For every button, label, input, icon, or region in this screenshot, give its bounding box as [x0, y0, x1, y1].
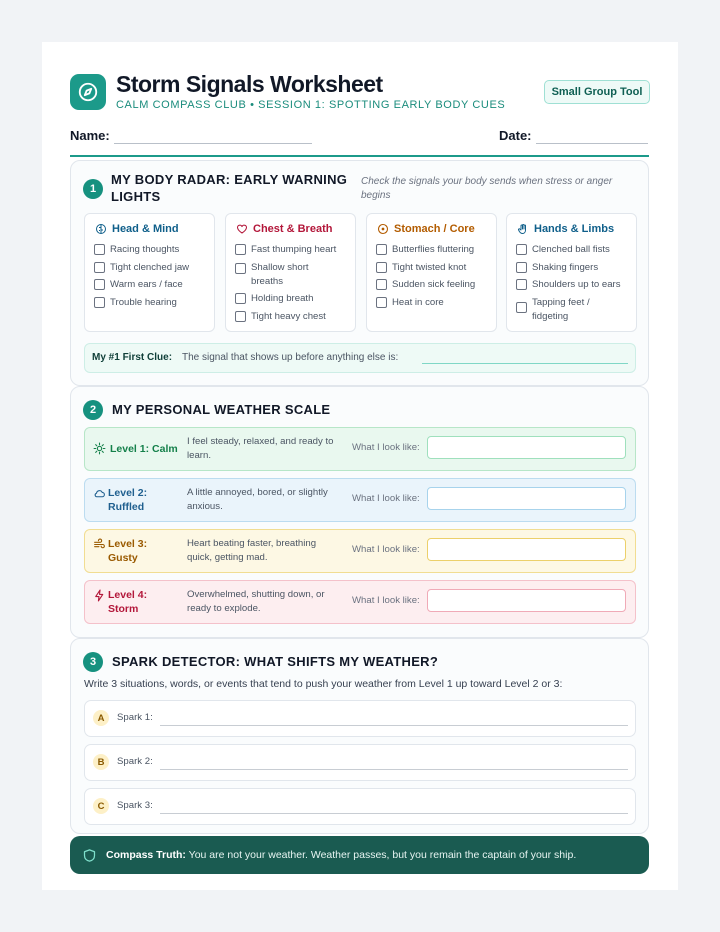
checklist-label: Warm ears / face — [110, 279, 183, 290]
lightning-icon — [93, 589, 106, 602]
checklist-item[interactable] — [235, 310, 326, 324]
compass-truth-text — [106, 849, 576, 861]
look-input[interactable] — [427, 436, 626, 459]
checklist-label: Tapping feet / fidgeting — [532, 297, 590, 322]
column-title: Stomach / Core — [394, 223, 475, 235]
checklist-label: Sudden sick feeling — [392, 279, 476, 290]
checklist-item[interactable] — [94, 243, 179, 257]
checklist-item[interactable] — [94, 278, 183, 292]
body-radar-section — [70, 160, 649, 386]
checklist-item[interactable] — [235, 292, 313, 306]
spark-badge: B — [93, 754, 109, 770]
signal-column-hands — [506, 213, 637, 332]
name-field[interactable] — [114, 143, 312, 144]
compass-truth-label: Compass Truth: — [106, 849, 186, 861]
checklist-label: Tight twisted knot — [392, 262, 467, 273]
weather-level-ruffled — [84, 478, 636, 522]
level-name: Level 3: Gusty — [108, 538, 148, 564]
first-clue-label: My #1 First Clue: — [92, 352, 173, 363]
checkbox[interactable] — [516, 244, 527, 255]
checklist-label: Butterflies fluttering — [392, 244, 475, 255]
checklist-item[interactable] — [516, 243, 610, 257]
checkbox[interactable] — [94, 279, 105, 290]
spark-label: Spark 3: — [117, 800, 153, 811]
spark-badge: C — [93, 798, 109, 814]
level-description: Heart beating faster, breathing quick, getting mad. — [187, 538, 317, 563]
heart-icon — [236, 223, 248, 235]
level-name: Level 2: Ruffled — [108, 487, 148, 513]
level-name: Level 4: Storm — [108, 589, 148, 615]
spark-label: Spark 2: — [117, 756, 153, 767]
spark-row — [84, 788, 636, 825]
checklist-item[interactable] — [516, 296, 628, 323]
checklist-item[interactable] — [235, 243, 336, 257]
checklist-item[interactable] — [516, 278, 621, 292]
look-label: What I look like: — [352, 442, 420, 453]
checklist-label: Shaking fingers — [532, 262, 599, 273]
checklist-label: Shoulders up to ears — [532, 279, 621, 290]
checkbox[interactable] — [376, 244, 387, 255]
level-description: A little annoyed, bored, or slightly anxious. — [187, 487, 328, 512]
checklist-label: Racing thoughts — [110, 244, 180, 255]
column-title: Hands & Limbs — [534, 223, 615, 235]
checkbox[interactable] — [376, 297, 387, 308]
checklist-label: Trouble hearing — [110, 297, 177, 308]
checkbox[interactable] — [516, 262, 527, 273]
look-label: What I look like: — [352, 595, 420, 606]
page-title: Storm Signals Worksheet — [116, 71, 383, 97]
date-label: Date: — [499, 128, 532, 143]
spark-field[interactable] — [160, 769, 628, 770]
spark-field[interactable] — [160, 725, 628, 726]
signal-column-head — [84, 213, 215, 332]
level-description: I feel steady, relaxed, and ready to learn. — [187, 436, 334, 461]
brain-icon — [95, 223, 107, 235]
checklist-item[interactable] — [376, 278, 475, 292]
checklist-label: Shallow short breaths — [251, 262, 309, 287]
checklist-label: Tight heavy chest — [251, 311, 326, 322]
checkbox[interactable] — [94, 262, 105, 273]
column-title: Chest & Breath — [253, 223, 333, 235]
checklist-item[interactable] — [94, 296, 177, 310]
column-title: Head & Mind — [112, 223, 179, 235]
signal-column-chest — [225, 213, 356, 332]
section-title: MY PERSONAL WEATHER SCALE — [112, 402, 331, 417]
checkbox[interactable] — [516, 302, 527, 313]
checklist-item[interactable] — [376, 261, 466, 275]
spark-field[interactable] — [160, 813, 628, 814]
first-clue-field[interactable] — [422, 363, 628, 364]
hand-icon — [517, 223, 529, 235]
section-title: SPARK DETECTOR: WHAT SHIFTS MY WEATHER? — [112, 654, 439, 669]
spark-row — [84, 744, 636, 781]
checklist-label: Tight clenched jaw — [110, 262, 190, 273]
spark-badge: A — [93, 710, 109, 726]
look-label: What I look like: — [352, 544, 420, 555]
page-subtitle: CALM COMPASS CLUB • SESSION 1: SPOTTING EARLY BODY CUES — [116, 99, 506, 111]
checkbox[interactable] — [94, 244, 105, 255]
checklist-item[interactable] — [516, 261, 598, 275]
checklist-label: Fast thumping heart — [251, 244, 337, 255]
header-divider — [70, 155, 649, 157]
compass-truth-message: You are not your weather. Weather passes, but you remain the captain of your ship. — [188, 849, 577, 861]
checklist-item[interactable] — [376, 296, 444, 310]
level-name: Level 1: Calm — [110, 443, 178, 455]
checklist-label: Holding breath — [251, 293, 314, 304]
section-number: 1 — [83, 179, 103, 199]
checkbox[interactable] — [235, 293, 246, 304]
first-clue-prompt: The signal that shows up before anything else is: — [182, 352, 399, 363]
weather-scale-section — [70, 386, 649, 638]
checklist-item[interactable] — [235, 261, 343, 288]
first-clue-box — [84, 343, 636, 373]
section-number: 3 — [83, 652, 103, 672]
look-input[interactable] — [427, 538, 626, 561]
worksheet-page — [42, 42, 678, 890]
weather-level-storm — [84, 580, 636, 624]
weather-level-calm — [84, 427, 636, 471]
look-input[interactable] — [427, 487, 626, 510]
checkbox[interactable] — [235, 244, 246, 255]
spark-row — [84, 700, 636, 737]
signal-column-stomach — [366, 213, 497, 332]
sun-icon — [93, 442, 106, 455]
checklist-label: Heat in core — [392, 297, 444, 308]
section-instructions: Write 3 situations, words, or events that tend to push your weather from Level 1 up toward Level 2 or 3: — [84, 678, 563, 690]
compass-truth-banner — [70, 836, 649, 874]
target-icon — [377, 223, 389, 235]
spark-detector-section — [70, 638, 649, 834]
section-number: 2 — [83, 400, 103, 420]
name-label: Name: — [70, 128, 110, 143]
compass-icon — [70, 74, 106, 110]
level-description: Overwhelmed, shutting down, or ready to explode. — [187, 589, 325, 614]
look-label: What I look like: — [352, 493, 420, 504]
checkbox[interactable] — [516, 279, 527, 290]
wind-icon — [93, 538, 106, 551]
tool-tag: Small Group Tool — [544, 80, 650, 104]
spark-label: Spark 1: — [117, 712, 153, 723]
look-input[interactable] — [427, 589, 626, 612]
checkbox[interactable] — [376, 279, 387, 290]
checkbox[interactable] — [235, 263, 246, 274]
section-hint: Check the signals your body sends when stress or anger begins — [361, 176, 613, 201]
checklist-item[interactable] — [94, 261, 189, 275]
checklist-label: Clenched ball fists — [532, 244, 610, 255]
section-title: MY BODY RADAR: EARLY WARNING LIGHTS — [111, 172, 348, 204]
checkbox[interactable] — [235, 311, 246, 322]
checkbox[interactable] — [376, 262, 387, 273]
cloud-icon — [93, 487, 106, 500]
weather-level-gusty — [84, 529, 636, 573]
checklist-item[interactable] — [376, 243, 474, 257]
checkbox[interactable] — [94, 297, 105, 308]
date-field[interactable] — [536, 143, 648, 144]
shield-icon — [82, 848, 97, 863]
